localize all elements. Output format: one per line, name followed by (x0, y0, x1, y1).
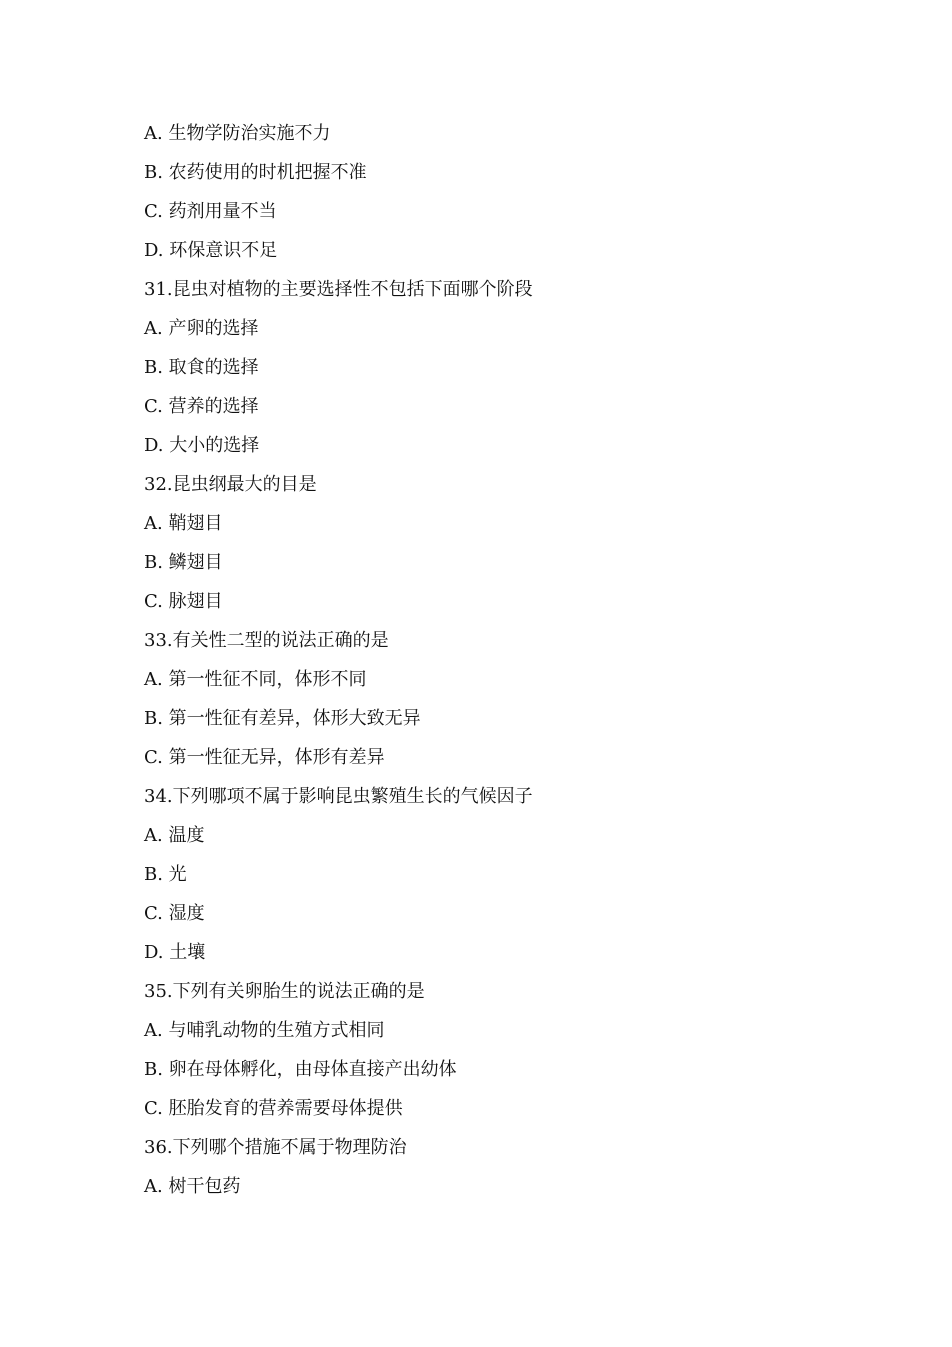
option-line: D. 土壤 (144, 942, 206, 963)
question-line: 36.下列哪个措施不属于物理防治 (144, 1137, 407, 1158)
option-line: A. 鞘翅目 (144, 513, 223, 534)
option-line: C. 脉翅目 (144, 591, 223, 612)
question-line: 35.下列有关卵胎生的说法正确的是 (144, 981, 425, 1002)
option-line: C. 湿度 (144, 903, 205, 924)
option-line: A. 第一性征不同，体形不同 (144, 669, 367, 690)
option-line: C. 营养的选择 (144, 396, 259, 417)
option-line: A. 与哺乳动物的生殖方式相同 (144, 1020, 385, 1041)
option-line: D. 环保意识不足 (144, 240, 278, 261)
question-line: 33.有关性二型的说法正确的是 (144, 630, 389, 651)
question-list (144, 114, 844, 1206)
option-line: D. 大小的选择 (144, 435, 260, 456)
option-line: B. 鳞翅目 (144, 552, 223, 573)
option-line: C. 第一性征无异，体形有差异 (144, 747, 385, 768)
option-line: B. 卵在母体孵化，由母体直接产出幼体 (144, 1059, 457, 1080)
question-line: 32.昆虫纲最大的目是 (144, 474, 317, 495)
option-line: A. 产卵的选择 (144, 318, 259, 339)
option-line: A. 温度 (144, 825, 205, 846)
question-line: 31.昆虫对植物的主要选择性不包括下面哪个阶段 (144, 279, 533, 300)
option-line: A. 树干包药 (144, 1176, 241, 1197)
option-line: B. 光 (144, 864, 187, 885)
option-line: C. 胚胎发育的营养需要母体提供 (144, 1098, 403, 1119)
option-line: C. 药剂用量不当 (144, 201, 277, 222)
option-line: B. 农药使用的时机把握不准 (144, 162, 367, 183)
question-line: 34.下列哪项不属于影响昆虫繁殖生长的气候因子 (144, 786, 533, 807)
option-line: B. 取食的选择 (144, 357, 259, 378)
option-line: B. 第一性征有差异，体形大致无异 (144, 708, 421, 729)
option-line: A. 生物学防治实施不力 (144, 123, 331, 144)
